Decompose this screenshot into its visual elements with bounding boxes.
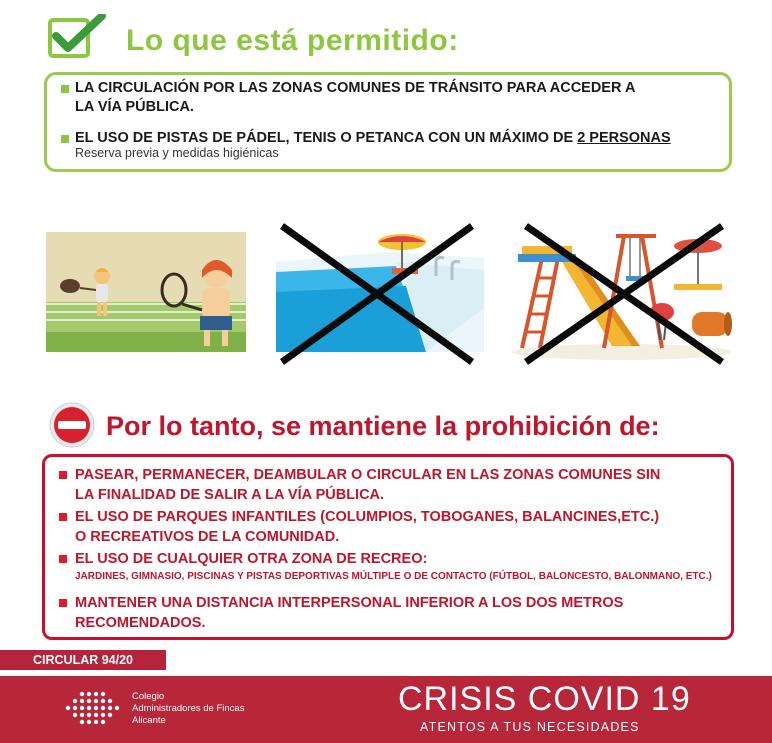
permitted-box [44,72,732,172]
tennis-players-image [46,232,246,352]
crisis-covid-subtitle: ATENTOS A TUS NECESIDADES [420,720,640,734]
permitted-item-1-line1: LA CIRCULACIÓN POR LAS ZONAS COMUNES DE TRÁNSITO PARA ACCEDER A [75,80,636,96]
permitted-item-1-line2: LA VÍA PÚBLICA. [75,99,194,115]
prohibition-item-1-line2: LA FINALIDAD DE SALIR A LA VÍA PÚBLICA. [75,487,385,503]
circular-number-badge: CIRCULAR 94/20 [0,650,166,670]
prohibition-item-4-line2: RECOMENDADOS. [75,615,206,631]
logo-text-line-1: Colegio [132,691,165,702]
prohibition-item-1 [59,465,660,505]
cross-out-icon [518,222,730,368]
permitted-item-1 [61,79,635,117]
footer-banner [0,676,772,743]
bullet-icon [61,85,69,93]
bullet-icon [61,135,69,143]
prohibition-title: Por lo tanto, se mantiene la prohibición de: [106,411,660,441]
bullet-icon [59,599,67,607]
permitted-title: Lo que está permitido: [126,24,459,57]
permitted-item-2-text: EL USO DE PISTAS DE PÁDEL, TENIS O PETANCA CON UN MÁXIMO DE [75,130,578,146]
prohibition-item-4 [59,593,623,633]
prohibition-item-3 [59,549,427,569]
no-entry-icon [44,402,102,448]
prohibition-item-2-line2: O RECREATIVOS DE LA COMUNIDAD. [75,529,340,545]
logo-text-line-2: Administradores de Fincas [132,703,245,714]
prohibition-item-4-line1: MANTENER UNA DISTANCIA INTERPERSONAL INFERIOR A LOS DOS METROS [75,595,624,611]
logo-dots-icon [62,690,124,730]
logo-text-line-3: Alicante [132,715,166,726]
prohibition-item-3-sub: JARDINES, GIMNASIO, PISCINAS Y PISTAS DEPORTIVAS MÚLTIPLE O DE CONTACTO (FÚTBOL, BALONCESTO, BALONMANO, ETC.) [75,571,712,582]
permitted-item-2-sub: Reserva previa y medidas higiénicas [75,146,279,160]
prohibition-item-3-line1: EL USO DE CUALQUIER OTRA ZONA DE RECREO: [75,551,428,567]
prohibition-item-2-line1: EL USO DE PARQUES INFANTILES (COLUMPIOS, TOBOGANES, BALANCINES,ETC.) [75,509,660,525]
permitted-item-2-limit: 2 PERSONAS [577,130,671,146]
bullet-icon [59,555,67,563]
prohibition-item-1-line1: PASEAR, PERMANECER, DEAMBULAR O CIRCULAR EN LAS ZONAS COMUNES SIN [75,467,661,483]
check-icon [48,14,108,60]
crisis-covid-title: CRISIS COVID 19 [398,680,691,718]
prohibition-item-2 [59,507,659,547]
bullet-icon [59,513,67,521]
cross-out-icon [276,222,488,368]
bullet-icon [59,471,67,479]
prohibition-box [42,454,734,640]
